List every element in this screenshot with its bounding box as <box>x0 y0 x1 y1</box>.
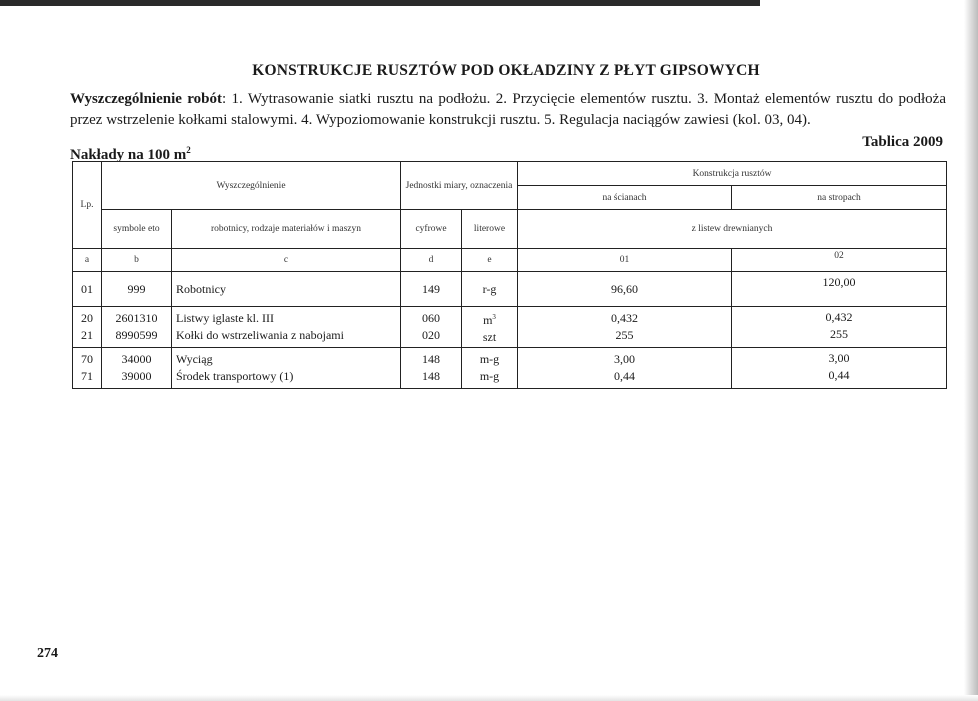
cell-line: 020 <box>422 328 440 342</box>
cell-lp: 01 <box>73 272 102 307</box>
header-na-stropach: na stropach <box>732 186 947 210</box>
scope-label: Wyszczególnienie robót <box>70 91 222 107</box>
scope-of-work <box>70 89 946 131</box>
cell-name: Robotnicy <box>172 272 401 307</box>
page-title: KONSTRUKCJE RUSZTÓW POD OKŁADZINY Z PŁYT GIPSOWYCH <box>252 62 760 79</box>
cell-literowe: r-g <box>462 272 518 307</box>
cell-line: 255 <box>615 328 634 342</box>
cell-symbol: 999 <box>102 272 172 307</box>
cell-line: Listwy iglaste kl. III <box>176 311 274 325</box>
column-letter-row <box>73 249 947 272</box>
cell-line: 2601310 <box>115 311 158 325</box>
cell-stropy <box>732 307 947 348</box>
top-edge-rule <box>0 0 760 6</box>
page-bottom-shadow <box>0 695 978 701</box>
header-symbole: symbole eto <box>102 210 172 249</box>
cell-line: m-g <box>479 369 500 383</box>
cell-line: 148 <box>422 369 440 383</box>
cell-lp <box>73 307 102 348</box>
table-number: Tablica 2009 <box>862 134 943 150</box>
cell-name <box>172 307 401 348</box>
cell-stropy <box>732 348 947 389</box>
page-number: 274 <box>37 646 58 661</box>
table-row <box>73 307 947 348</box>
col-letter-d: d <box>401 249 462 272</box>
col-number-02: 02 <box>732 249 947 272</box>
cell-line: szt <box>482 329 497 344</box>
header-z-listew: z listew drewnianych <box>518 210 947 249</box>
cell-name <box>172 348 401 389</box>
header-jednostki: Jednostki miary, oznaczenia <box>401 162 518 210</box>
header-lp: Lp. <box>73 162 102 249</box>
cell-line: 060 <box>422 311 440 325</box>
cell-line: 148 <box>422 352 440 366</box>
col-letter-b: b <box>102 249 172 272</box>
cell-line: Środek transportowy (1) <box>176 369 294 383</box>
table-row <box>73 348 947 389</box>
cell-sciany <box>518 348 732 389</box>
cell-line: 0,44 <box>828 368 850 382</box>
cell-line: 8990599 <box>115 328 158 342</box>
header-na-scianach: na ścianach <box>518 186 732 210</box>
col-letter-c: c <box>172 249 401 272</box>
cell-line: 39000 <box>121 369 152 383</box>
cell-literowe <box>462 307 518 348</box>
cell-line: Wyciąg <box>176 352 213 366</box>
cell-line: 3,00 <box>828 351 850 365</box>
cell-line: 3,00 <box>614 352 635 366</box>
page-edge-shadow <box>964 0 978 701</box>
header-cyfrowe: cyfrowe <box>401 210 462 249</box>
cell-cyfrowe: 149 <box>401 272 462 307</box>
cell-cyfrowe <box>401 307 462 348</box>
unit-superscript: 3 <box>492 312 496 321</box>
norms-table <box>72 161 947 389</box>
cell-symbol <box>102 348 172 389</box>
norms-unit-text: Nakłady na 100 m <box>70 147 187 163</box>
cell-line: 34000 <box>121 352 152 366</box>
cell-line: 20 <box>81 311 93 325</box>
cell-line: 70 <box>81 352 93 366</box>
cell-line: 0,432 <box>611 311 638 325</box>
cell-literowe <box>462 348 518 389</box>
col-letter-e: e <box>462 249 518 272</box>
cell-stropy: 120,00 <box>732 272 947 307</box>
cell-lp <box>73 348 102 389</box>
cell-line: 255 <box>830 327 848 341</box>
cell-cyfrowe <box>401 348 462 389</box>
cell-line <box>465 309 514 329</box>
unit-text: m <box>483 312 493 327</box>
header-literowe: literowe <box>462 210 518 249</box>
col-letter-a: a <box>73 249 102 272</box>
header-row-3 <box>73 210 947 249</box>
cell-symbol <box>102 307 172 348</box>
cell-line: 0,432 <box>825 310 853 324</box>
col-number-01: 01 <box>518 249 732 272</box>
cell-line: 0,44 <box>614 369 635 383</box>
table-row <box>73 272 947 307</box>
cell-sciany: 96,60 <box>518 272 732 307</box>
cell-sciany <box>518 307 732 348</box>
header-row-1 <box>73 162 947 186</box>
cell-line: m-g <box>479 352 500 366</box>
header-robotnicy: robotnicy, rodzaje materiałów i maszyn <box>172 210 401 249</box>
scope-text: : 1. Wytrasowanie siatki rusztu na podłożu. 2. Przycięcie elementów rusztu. 3. Montaż elementów rusztu do podłoża przez wstrzelenie kołkami stalowymi. 4. Wypoziomowanie konstrukcji rusztu. 5. Regulacja naciągów zawiesi (kol. 03, 04). <box>70 91 946 128</box>
cell-line: 21 <box>81 328 93 342</box>
norms-unit-superscript: 2 <box>186 145 191 155</box>
header-konstrukcja: Konstrukcja rusztów <box>518 162 947 186</box>
cell-line: Kołki do wstrzeliwania z nabojami <box>176 328 344 342</box>
cell-line: 71 <box>81 369 93 383</box>
header-wyszczegolnienie: Wyszczególnienie <box>102 162 401 210</box>
